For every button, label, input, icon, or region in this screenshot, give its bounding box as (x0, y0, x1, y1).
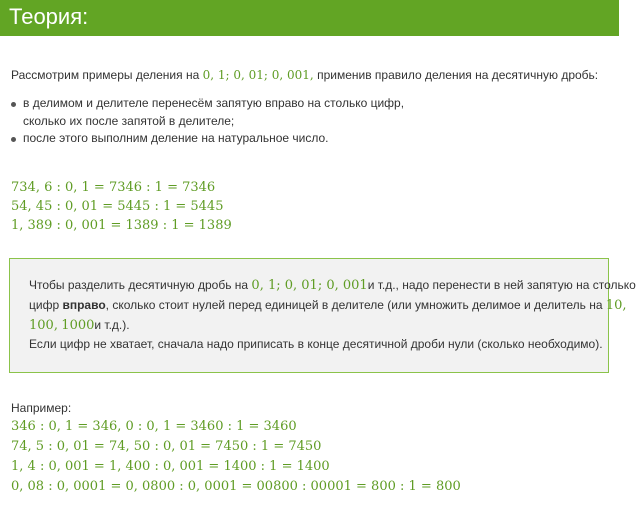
intro-paragraph (11, 68, 598, 83)
rule-callout-box (9, 258, 636, 373)
callout-text-1a: Чтобы разделить десятичную дробь на (29, 278, 249, 292)
callout-line-1 (29, 277, 636, 294)
example2-line-1: 346 : 0, 1 = 346, 0 : 0, 1 = 3460 : 1 = 3460 (11, 419, 297, 434)
callout-text-2a: цифр (29, 298, 60, 312)
theory-header (0, 0, 619, 36)
example2-line-3: 1, 4 : 0, 001 = 1, 400 : 0, 001 = 1400 : 1 = 1400 (11, 459, 330, 474)
callout-bold-word: вправо (62, 298, 106, 312)
callout-text-1b: и т.д., надо перенести в ней запятую на столько (367, 278, 636, 292)
bullet-dot-1 (11, 102, 16, 107)
intro-math: 0, 1; 0, 01; 0, 001, (202, 68, 314, 82)
callout-math-2: 10, (605, 298, 627, 313)
example-line-3: 1, 389 : 0, 001 = 1389 : 1 = 1389 (11, 218, 232, 233)
intro-text: Рассмотрим примеры деления на (11, 68, 200, 82)
example-label: Например: (11, 401, 72, 415)
callout-math-1: 0, 1; 0, 01; 0, 001 (251, 278, 368, 293)
callout-line-3 (29, 317, 130, 334)
rule-item-1-line-2: сколько их после запятой в делителе; (23, 114, 235, 128)
header-title: Теория: (9, 4, 89, 29)
intro-rest: применив правило деления на десятичную дробь: (317, 68, 599, 82)
example-line-1: 734, 6 : 0, 1 = 7346 : 1 = 7346 (11, 180, 216, 195)
callout-text-2b: , сколько стоит нулей перед единицей в делителе (или умножить делимое и делитель на (105, 298, 603, 312)
example2-line-4: 0, 08 : 0, 0001 = 0, 0800 : 0, 0001 = 00800 : 00001 = 800 : 1 = 800 (11, 479, 461, 494)
callout-math-3a: 100, (29, 318, 58, 333)
callout-line-2 (29, 297, 627, 314)
bullet-dot-2 (11, 137, 16, 142)
callout-line-4: Если цифр не хватает, сначала надо приписать в конце десятичной дроби нули (сколько необходимо). (29, 337, 603, 351)
callout-math-3b: 1000 (61, 318, 95, 333)
example2-line-2: 74, 5 : 0, 01 = 74, 50 : 0, 01 = 7450 : 1 = 7450 (11, 439, 322, 454)
rule-item-2: после этого выполним деление на натуральное число. (23, 131, 329, 145)
callout-text-3b: и т.д.). (94, 318, 130, 332)
example-line-2: 54, 45 : 0, 01 = 5445 : 1 = 5445 (11, 199, 224, 214)
rule-item-1-line-1: в делимом и делителе перенесём запятую вправо на столько цифр, (23, 96, 405, 110)
